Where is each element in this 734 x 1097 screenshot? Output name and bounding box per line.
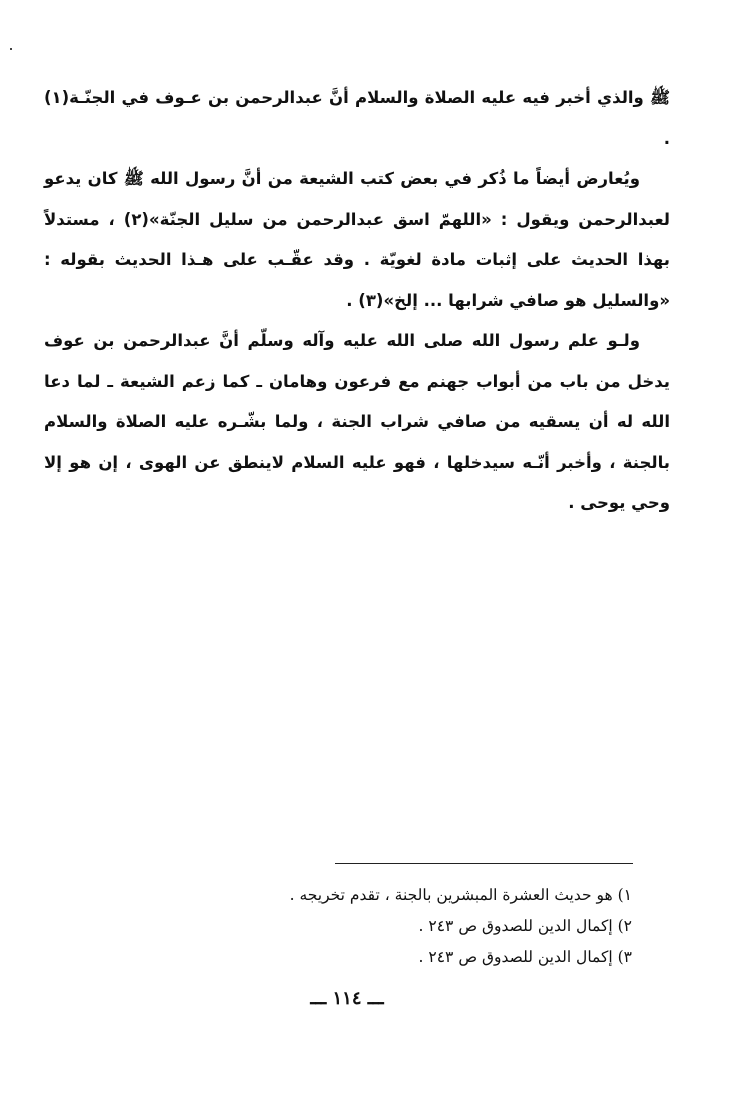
- footnote-1: ١) هو حديث العشرة المبشرين بالجنة ، تقدم تخريجه .: [289, 886, 632, 904]
- footnote-2: ٢) إكمال الدين للصدوق ص ٢٤٣ .: [418, 917, 632, 935]
- scan-speck: [10, 48, 12, 50]
- main-text-block: [44, 78, 670, 524]
- page-number: ـــ ١١٤ ـــ: [310, 988, 384, 1009]
- footnotes: [200, 880, 632, 973]
- footnote-3: ٣) إكمال الدين للصدوق ص ٢٤٣ .: [418, 948, 632, 966]
- footnote-separator: [335, 863, 633, 864]
- paragraph-3: ولـو علم رسول الله صلى الله عليه وآله وسلّم أنَّ عبدالرحمن بن عوف يدخل من باب من أبواب جهنم مع فرعون وهامان ـ كما زعم الشيعة ـ لما دعا الله له أن يسقيه من صافي شراب الجنة ، ولما بشّـره عليه الصلاة والسلام بالجنة ، وأخبر أنّـه سيدخلها ، فهو عليه السلام لاينطق عن الهوى ، إن هو إلا وحي يوحى .: [44, 331, 670, 512]
- paragraph-1: ﷺ والذي أخبر فيه عليه الصلاة والسلام أنَّ عبدالرحمن بن عـوف في الجنّـة(١) .: [44, 88, 670, 148]
- paragraph-2: ويُعارض أيضاً ما ذُكر في بعض كتب الشيعة من أنَّ رسول الله ﷺ كان يدعو لعبدالرحمن ويقول : «اللهمّ اسق عبدالرحمن من سليل الجنّة»(٢) ، مستدلاً بهذا الحديث على إثبات مادة لغويّة . وقد عقّـب على هـذا الحديث بقوله : «والسليل هو صافي شرابها ... إلخ»(٣) .: [44, 169, 671, 310]
